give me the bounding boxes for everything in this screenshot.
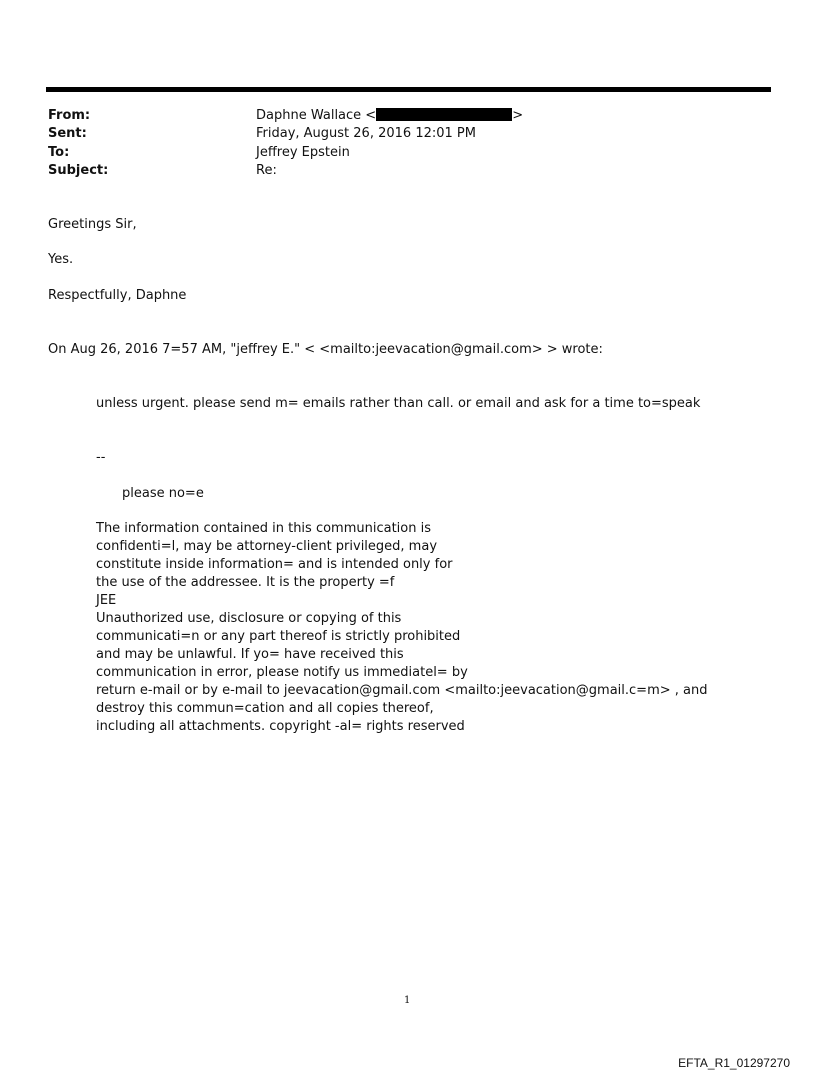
disclaimer-line: JEE <box>96 593 117 608</box>
disclaimer-line: The information contained in this communication is <box>96 521 431 536</box>
disclaimer-line: the use of the addressee. It is the property =f <box>96 575 395 590</box>
disclaimer-line: Unauthorized use, disclosure or copying of this <box>96 611 402 626</box>
from-name: Daphne Wallace < <box>256 108 377 123</box>
note: please no=e <box>122 486 204 501</box>
subject-label: Subject: <box>48 163 109 178</box>
separator: -- <box>96 450 106 465</box>
header-rule <box>46 87 771 92</box>
bates-id: EFTA_R1_01297270 <box>678 1056 790 1070</box>
disclaimer-line: return e-mail or by e-mail to jeevacation@gmail.com <mailto:jeevacation@gmail.c=m> , and <box>96 683 708 698</box>
reply-text: Yes. <box>48 252 74 267</box>
disclaimer-line: communicati=n or any part thereof is strictly prohibited <box>96 629 461 644</box>
from-value <box>256 107 523 125</box>
disclaimer <box>96 520 708 736</box>
disclaimer-line: constitute inside information= and is intended only for <box>96 557 453 572</box>
subject-value: Re: <box>256 163 277 178</box>
redaction-box <box>376 108 512 121</box>
signoff: Respectfully, Daphne <box>48 288 187 303</box>
sent-value: Friday, August 26, 2016 12:01 PM <box>256 126 476 141</box>
to-label: To: <box>48 145 70 160</box>
sent-label: Sent: <box>48 126 87 141</box>
disclaimer-line: and may be unlawful. If yo= have received this <box>96 647 404 662</box>
greeting: Greetings Sir, <box>48 217 137 232</box>
quote-intro: On Aug 26, 2016 7=57 AM, "jeffrey E." < <mailto:jeevacation@gmail.com> > wrote: <box>48 342 603 357</box>
disclaimer-line: destroy this commun=cation and all copies thereof, <box>96 701 434 716</box>
quoted-message: unless urgent. please send m= emails rather than call. or email and ask for a time to=speak <box>96 396 701 411</box>
to-value: Jeffrey Epstein <box>256 145 350 160</box>
disclaimer-line: including all attachments. copyright -al= rights reserved <box>96 719 465 734</box>
page-number: 1 <box>404 995 411 1006</box>
from-tail: > <box>512 108 524 123</box>
disclaimer-line: communication in error, please notify us immediatel= by <box>96 665 468 680</box>
from-label: From: <box>48 108 91 123</box>
disclaimer-line: confidenti=l, may be attorney-client privileged, may <box>96 539 438 554</box>
